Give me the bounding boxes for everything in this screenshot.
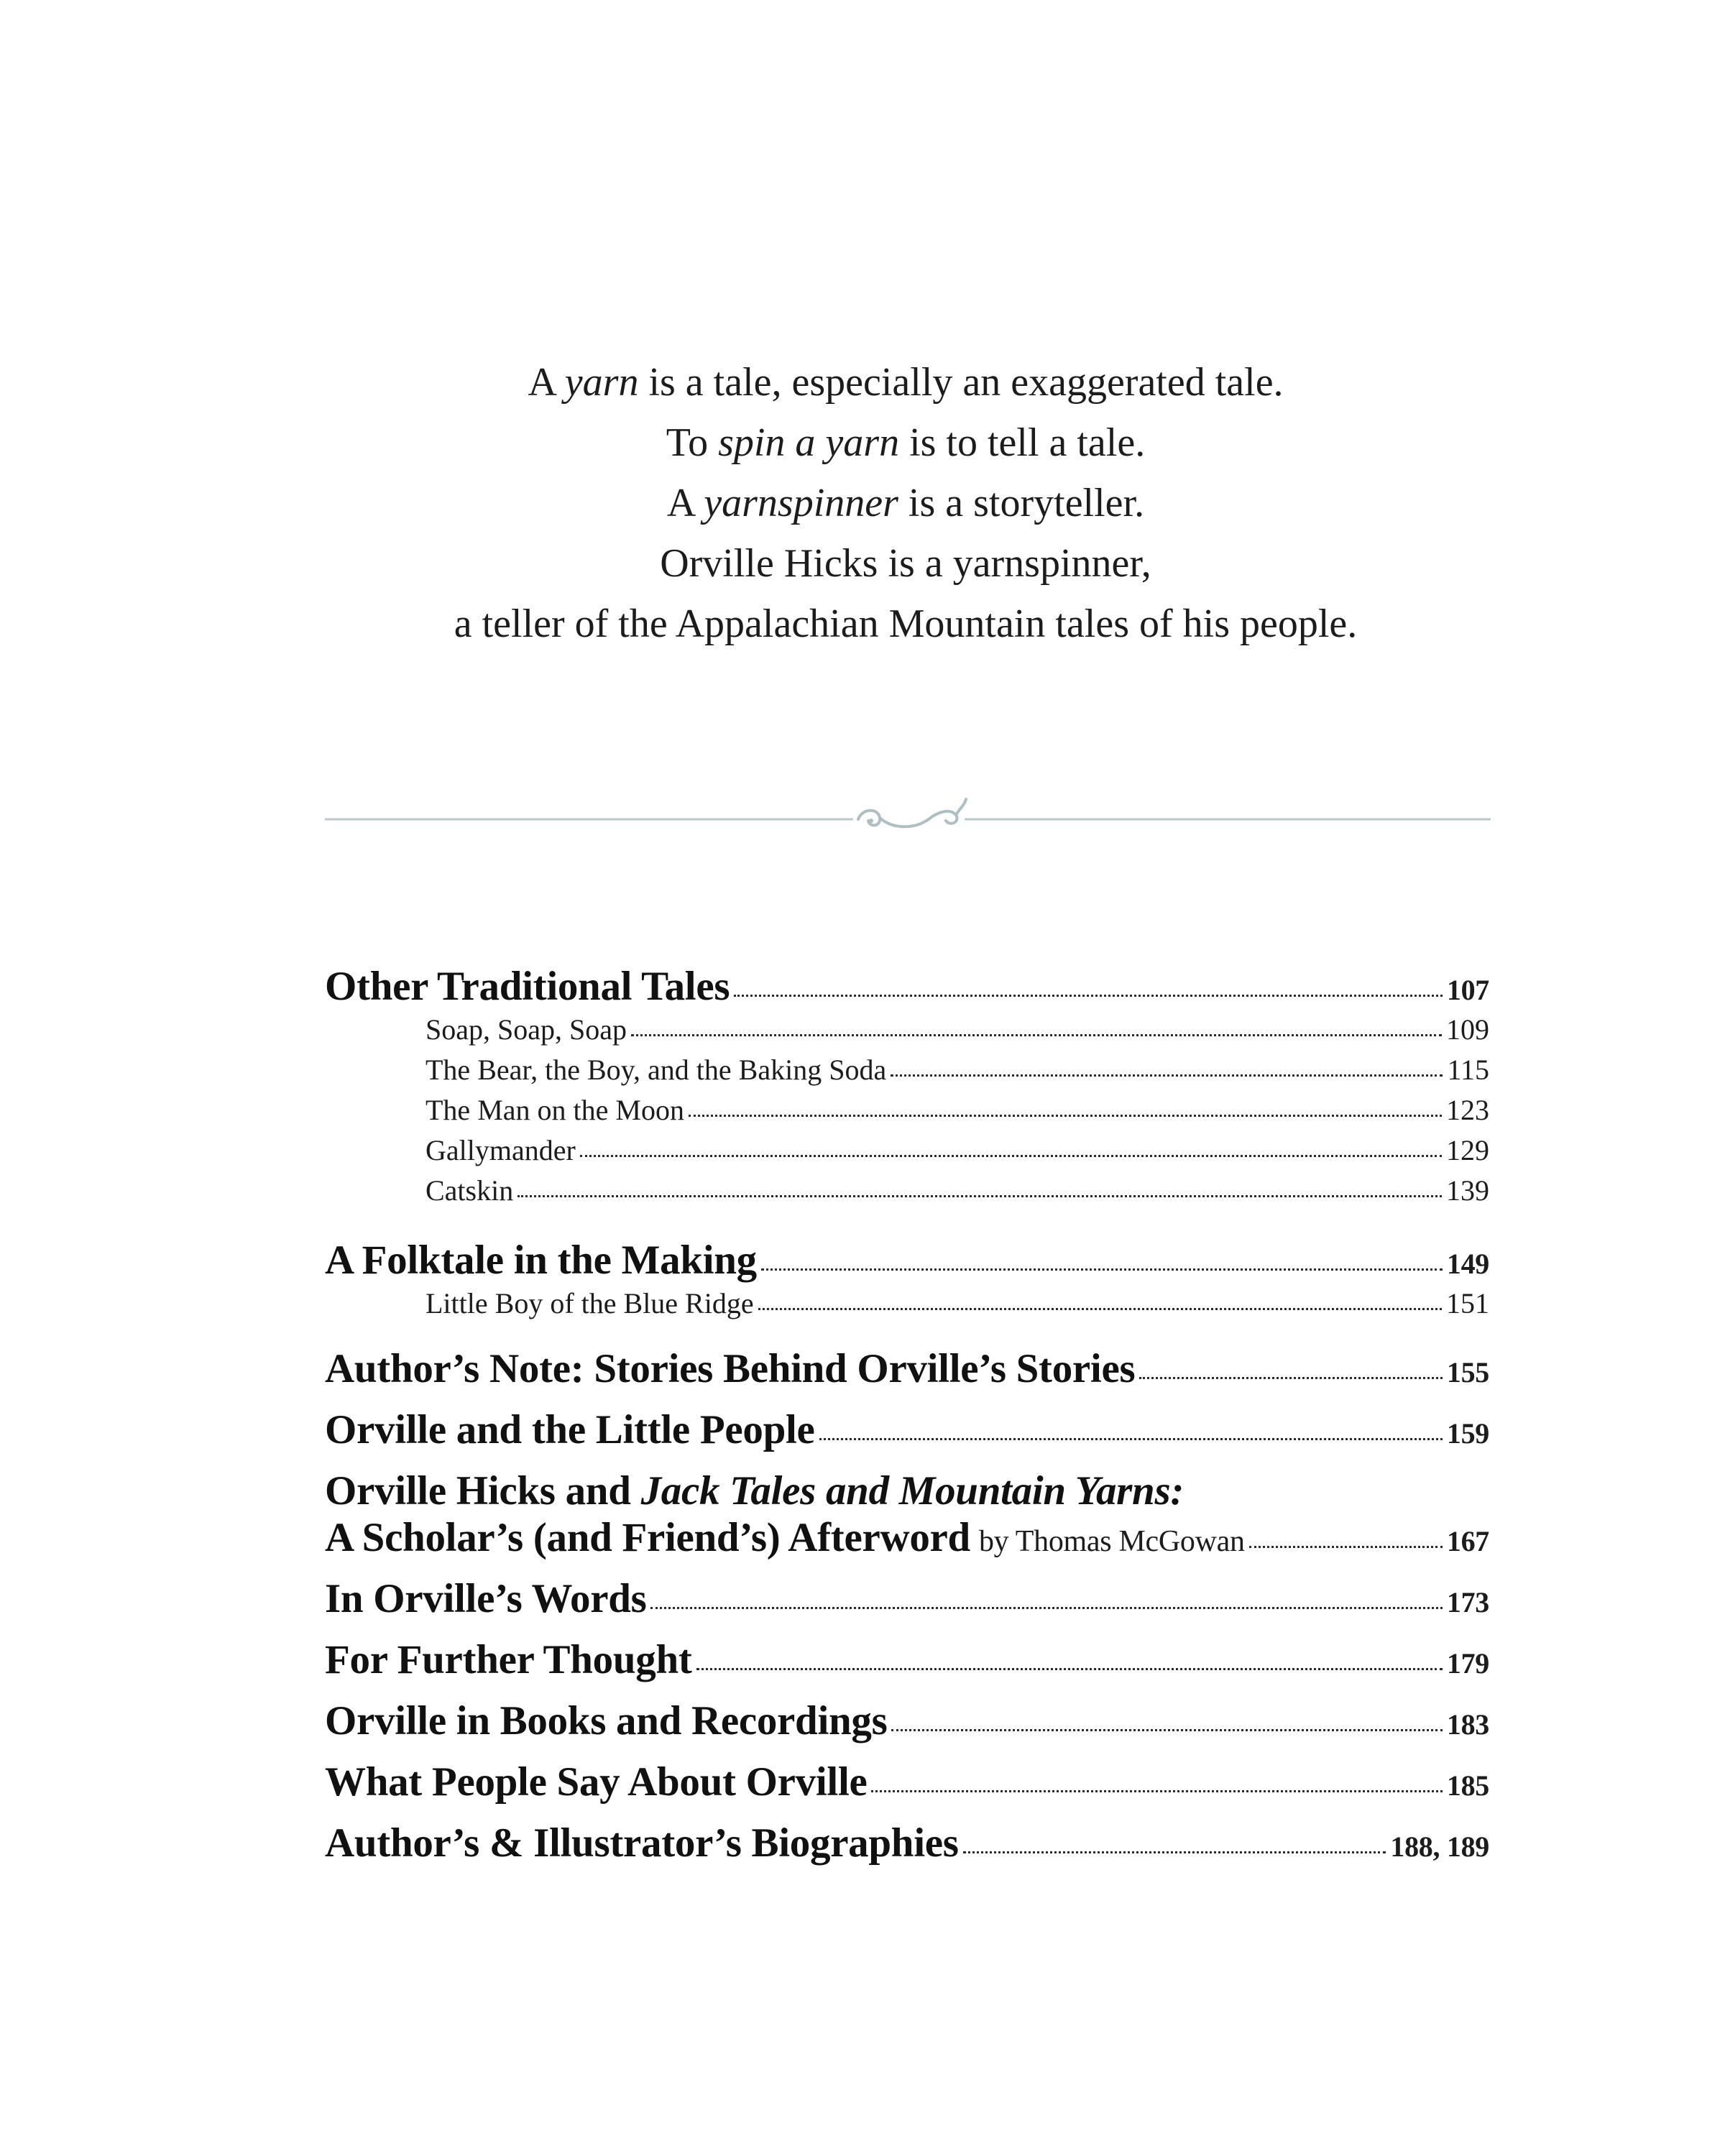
toc-page-number: 149 <box>1446 1248 1489 1280</box>
toc-page-number: 139 <box>1446 1174 1489 1207</box>
leader-dots <box>631 1034 1442 1036</box>
epigraph-line-2: To spin a yarn is to tell a tale. <box>666 420 1146 465</box>
toc-subentry-soap[interactable] <box>325 1010 1489 1050</box>
toc-entry-books-recordings[interactable] <box>325 1697 1489 1744</box>
leader-dots <box>761 1268 1443 1271</box>
toc-entry-afterword[interactable] <box>325 1514 1489 1561</box>
toc-entry-folktale-in-making[interactable] <box>325 1237 1489 1284</box>
leader-dots <box>871 1790 1442 1792</box>
ornamental-divider <box>325 798 1491 841</box>
toc-title: Orville in Books and Recordings <box>325 1698 888 1743</box>
epigraph-line-5: a teller of the Appalachian Mountain tales of his people. <box>454 602 1358 646</box>
toc-entry-further-thought[interactable] <box>325 1636 1489 1683</box>
epigraph-line-1: A yarn is a tale, especially an exaggerated tale. <box>528 360 1284 405</box>
toc-page-number: 185 <box>1446 1769 1489 1802</box>
leader-dots <box>580 1155 1442 1157</box>
toc-subentry-catskin[interactable] <box>325 1171 1489 1211</box>
toc-title: Author’s Note: Stories Behind Orville’s Stories <box>325 1346 1136 1391</box>
flourish-icon <box>325 798 1491 841</box>
toc-subentry-gallymander[interactable] <box>325 1130 1489 1171</box>
toc-page-number: 115 <box>1447 1054 1489 1086</box>
toc-page-number: 109 <box>1446 1013 1489 1046</box>
toc-page-number: 151 <box>1446 1287 1489 1319</box>
epigraph <box>0 352 1725 654</box>
leader-dots <box>963 1851 1386 1853</box>
toc-subtitle: Soap, Soap, Soap <box>426 1013 627 1046</box>
leader-dots <box>689 1115 1442 1117</box>
leader-dots <box>891 1729 1442 1731</box>
toc-subentry-little-boy-blue-ridge[interactable] <box>325 1284 1489 1324</box>
toc-entry-other-traditional-tales[interactable] <box>325 963 1489 1010</box>
toc-page-number: 107 <box>1446 974 1489 1006</box>
toc-title: Author’s & Illustrator’s Biographies <box>325 1820 959 1866</box>
toc-page-number: 183 <box>1446 1708 1489 1741</box>
toc-title: What People Say About Orville <box>325 1759 868 1805</box>
epigraph-line-4: Orville Hicks is a yarnspinner, <box>660 541 1151 586</box>
toc-entry-little-people[interactable] <box>325 1406 1489 1453</box>
leader-dots <box>1249 1546 1443 1548</box>
epigraph-line-3: A yarnspinner is a storyteller. <box>666 481 1145 525</box>
toc-subtitle: The Bear, the Boy, and the Baking Soda <box>426 1054 887 1086</box>
toc-page-number: 123 <box>1446 1094 1489 1126</box>
table-of-contents <box>325 963 1489 1866</box>
toc-title: A Folktale in the Making <box>325 1238 757 1283</box>
toc-byline: by Thomas McGowan <box>978 1525 1245 1558</box>
toc-subtitle: The Man on the Moon <box>426 1094 684 1126</box>
toc-title: A Scholar’s (and Friend’s) Afterword <box>325 1515 970 1560</box>
toc-entry-authors-note[interactable] <box>325 1345 1489 1392</box>
toc-subentry-bear-boy-baking-soda[interactable] <box>325 1050 1489 1090</box>
toc-page-number: 159 <box>1446 1417 1489 1450</box>
toc-page-number: 155 <box>1446 1356 1489 1388</box>
toc-entry-what-people-say[interactable] <box>325 1759 1489 1805</box>
toc-subtitle: Catskin <box>426 1174 514 1207</box>
leader-dots <box>734 995 1443 997</box>
leader-dots <box>758 1308 1442 1310</box>
leader-dots <box>650 1607 1442 1609</box>
toc-subentry-man-on-moon[interactable] <box>325 1090 1489 1130</box>
leader-dots <box>1139 1377 1443 1379</box>
toc-title: Orville and the Little People <box>325 1407 815 1452</box>
toc-title: For Further Thought <box>325 1637 692 1682</box>
toc-subtitle: Gallymander <box>426 1134 576 1166</box>
toc-entry-afterword-line-1[interactable]: Orville Hicks and Jack Tales and Mountain Yarns: <box>325 1468 1184 1514</box>
leader-dots <box>518 1195 1442 1197</box>
leader-dots <box>819 1438 1443 1440</box>
toc-title: Other Traditional Tales <box>325 964 730 1009</box>
toc-page-number: 129 <box>1446 1134 1489 1166</box>
toc-page-number: 188, 189 <box>1390 1830 1489 1863</box>
leader-dots <box>891 1074 1443 1077</box>
toc-entry-biographies[interactable] <box>325 1820 1489 1866</box>
toc-subtitle: Little Boy of the Blue Ridge <box>426 1287 754 1319</box>
leader-dots <box>696 1668 1443 1670</box>
toc-entry-in-orvilles-words[interactable] <box>325 1575 1489 1622</box>
toc-title: In Orville’s Words <box>325 1576 647 1621</box>
toc-page-number: 173 <box>1446 1586 1489 1618</box>
toc-page-number: 167 <box>1446 1525 1489 1557</box>
toc-page-number: 179 <box>1446 1647 1489 1680</box>
